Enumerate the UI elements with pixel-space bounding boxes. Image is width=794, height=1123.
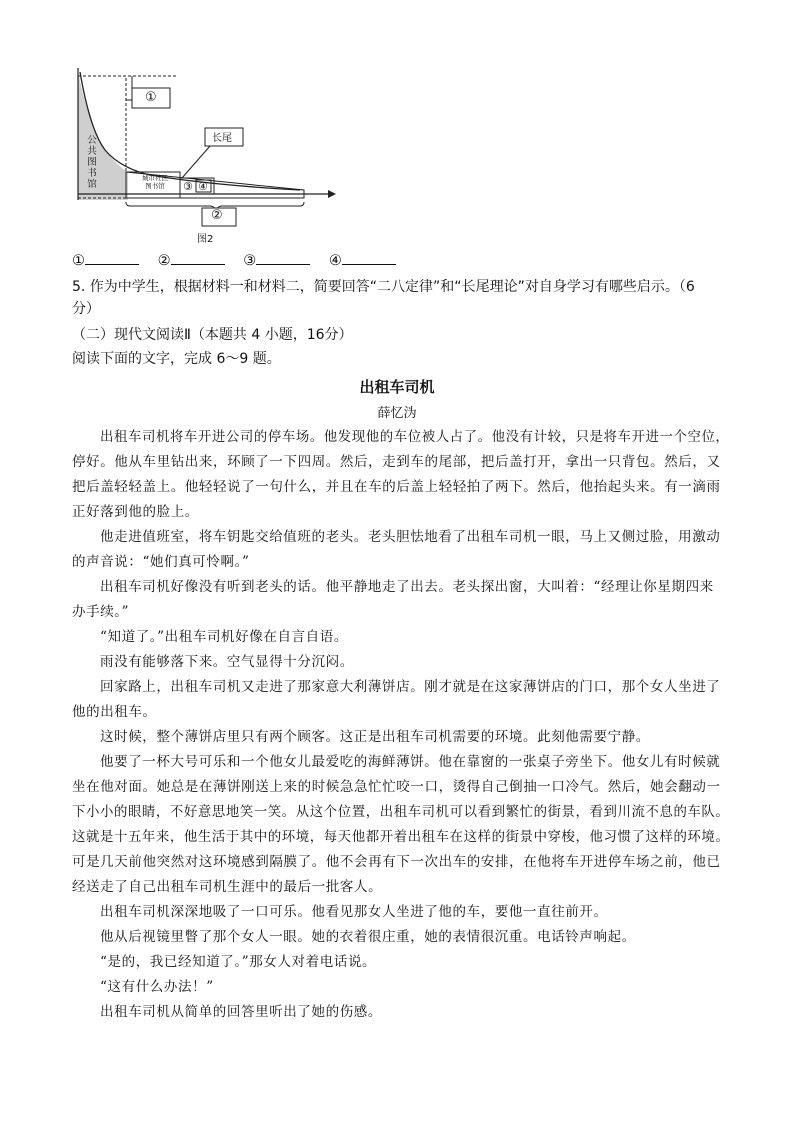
- story-line: 坐在他对面。她总是在薄饼刚送上来的时候急急忙忙咬一口，烫得自己倒抽一口冷气。然后，她会翻动一: [72, 779, 721, 795]
- community-library-line: 图书馆: [145, 182, 165, 190]
- public-library-char: 馆: [87, 179, 97, 190]
- story-line: 出租车司机好像没有听到老头的话。他平静地走了出去。老头探出窗，大叫着：“经理让你星期四来: [100, 579, 714, 595]
- story-line: 他的出租车。: [72, 704, 157, 720]
- answer-blank-1[interactable]: [85, 250, 139, 265]
- story-line: 雨没有能够落下来。空气显得十分沉闷。: [100, 654, 354, 670]
- public-library-char: 书: [87, 168, 97, 179]
- story-line: 下小小的眼睛，不好意思地笑一笑。从这个位置，出租车司机可以看到繁忙的街景，看到川流不息的车队。: [72, 804, 730, 820]
- public-library-char: 公: [87, 135, 97, 146]
- story-line: “这有什么办法！”: [100, 979, 214, 995]
- head-shaded-area: [78, 72, 128, 200]
- story-line: 这时候，整个薄饼店里只有两个顾客。这正是出租车司机需要的环境。此刻他需要宁静。: [100, 729, 650, 745]
- story-line: “是的，我已经知道了。”那女人对着电话说。: [100, 954, 377, 970]
- blank-label-3: ③: [243, 253, 257, 269]
- story-author: 薛忆沩: [377, 406, 417, 421]
- story-line: 出租车司机从简单的回答里听出了她的伤感。: [100, 1004, 382, 1020]
- label-circle-2: ②: [211, 208, 223, 223]
- story-line: 回家路上，出租车司机又走进了那家意大利薄饼店。刚才就是在这家薄饼店的门口，那个女人坐进了: [100, 679, 721, 695]
- story-line: 出租车司机深深地吸了一口可乐。他看见那女人坐进了他的车，要他一直往前开。: [100, 904, 608, 920]
- question-5-line-1: 5. 作为中学生，根据材料一和材料二，简要回答“二八定律”和“长尾理论”对自身学习有哪些启示。（6: [72, 279, 695, 295]
- long-tail-figure: [60, 60, 350, 250]
- story-line: 正好落到他的脸上。: [72, 504, 199, 520]
- question-5-line-2: 分）: [72, 301, 100, 317]
- public-library-char: 共: [87, 146, 97, 157]
- label-circle-3: ③: [183, 180, 193, 193]
- label-circle-4: ④: [198, 180, 208, 193]
- story-line: 这就是十五年来，他生活于其中的环境，每天他都开着出租车在这样的街景中穿梭，他习惯了这样的环境。: [72, 829, 730, 845]
- public-library-char: 图: [87, 157, 97, 168]
- story-line: 可是几天前他突然对这环境感到隔膜了。他不会再有下一次出车的安排，在他将车开进停车场之前，他已: [72, 854, 721, 870]
- story-line: 办手续。”: [72, 604, 130, 620]
- label-community-library: [132, 174, 178, 190]
- blank-label-2: ②: [157, 253, 171, 269]
- label-long-tail: 长尾: [212, 133, 232, 144]
- story-line: 把后盖轻轻盖上。他轻轻说了一句什么，并且在车的后盖上轻轻拍了两下。然后，他抬起头来。有一滴雨: [72, 479, 721, 495]
- label-circle-1: ①: [145, 90, 157, 105]
- story-line: 经送走了自己出租车司机生涯中的最后一批客人。: [72, 879, 383, 895]
- section-heading: （二）现代文阅读Ⅱ（本题共 4 小题，16分）: [72, 327, 353, 343]
- answer-blank-3[interactable]: [256, 250, 310, 265]
- answer-blank-2[interactable]: [171, 250, 225, 265]
- story-line: 他要了一杯大号可乐和一个他女儿最爱吃的海鲜薄饼。他在靠窗的一张桌子旁坐下。他女儿有时候就: [100, 754, 721, 770]
- answer-blank-4[interactable]: [342, 250, 396, 265]
- story-title: 出租车司机: [359, 378, 435, 396]
- answer-blanks-row: [72, 250, 410, 272]
- blank-label-1: ①: [72, 253, 85, 269]
- story-line: “知道了。”出租车司机好像在自言自语。: [100, 629, 348, 645]
- story-line: 他从后视镜里瞥了那个女人一眼。她的衣着很庄重，她的表情很沉重。电话铃声响起。: [100, 929, 636, 945]
- figure-caption: 图2: [197, 234, 214, 245]
- reading-instruction: 阅读下面的文字，完成 6～9 题。: [72, 351, 281, 367]
- community-library-line: 城市社区: [142, 174, 168, 182]
- label-public-library: [87, 135, 97, 190]
- story-line: 的声音说：“她们真可怜啊。”: [72, 554, 250, 570]
- story-line: 他走进值班室，将车钥匙交给值班的老头。老头胆怯地看了出租车司机一眼，马上又侧过脸，用激动: [100, 529, 721, 545]
- story-line: 停好。他从车里钻出来，环顾了一下四周。然后，走到车的尾部，把后盖打开，拿出一只背包。然后，又: [72, 454, 721, 470]
- blank-label-4: ④: [328, 253, 342, 269]
- story-line: 出租车司机将车开进公司的停车场。他发现他的车位被人占了。他没有计较，只是将车开进一个空位，: [100, 429, 730, 445]
